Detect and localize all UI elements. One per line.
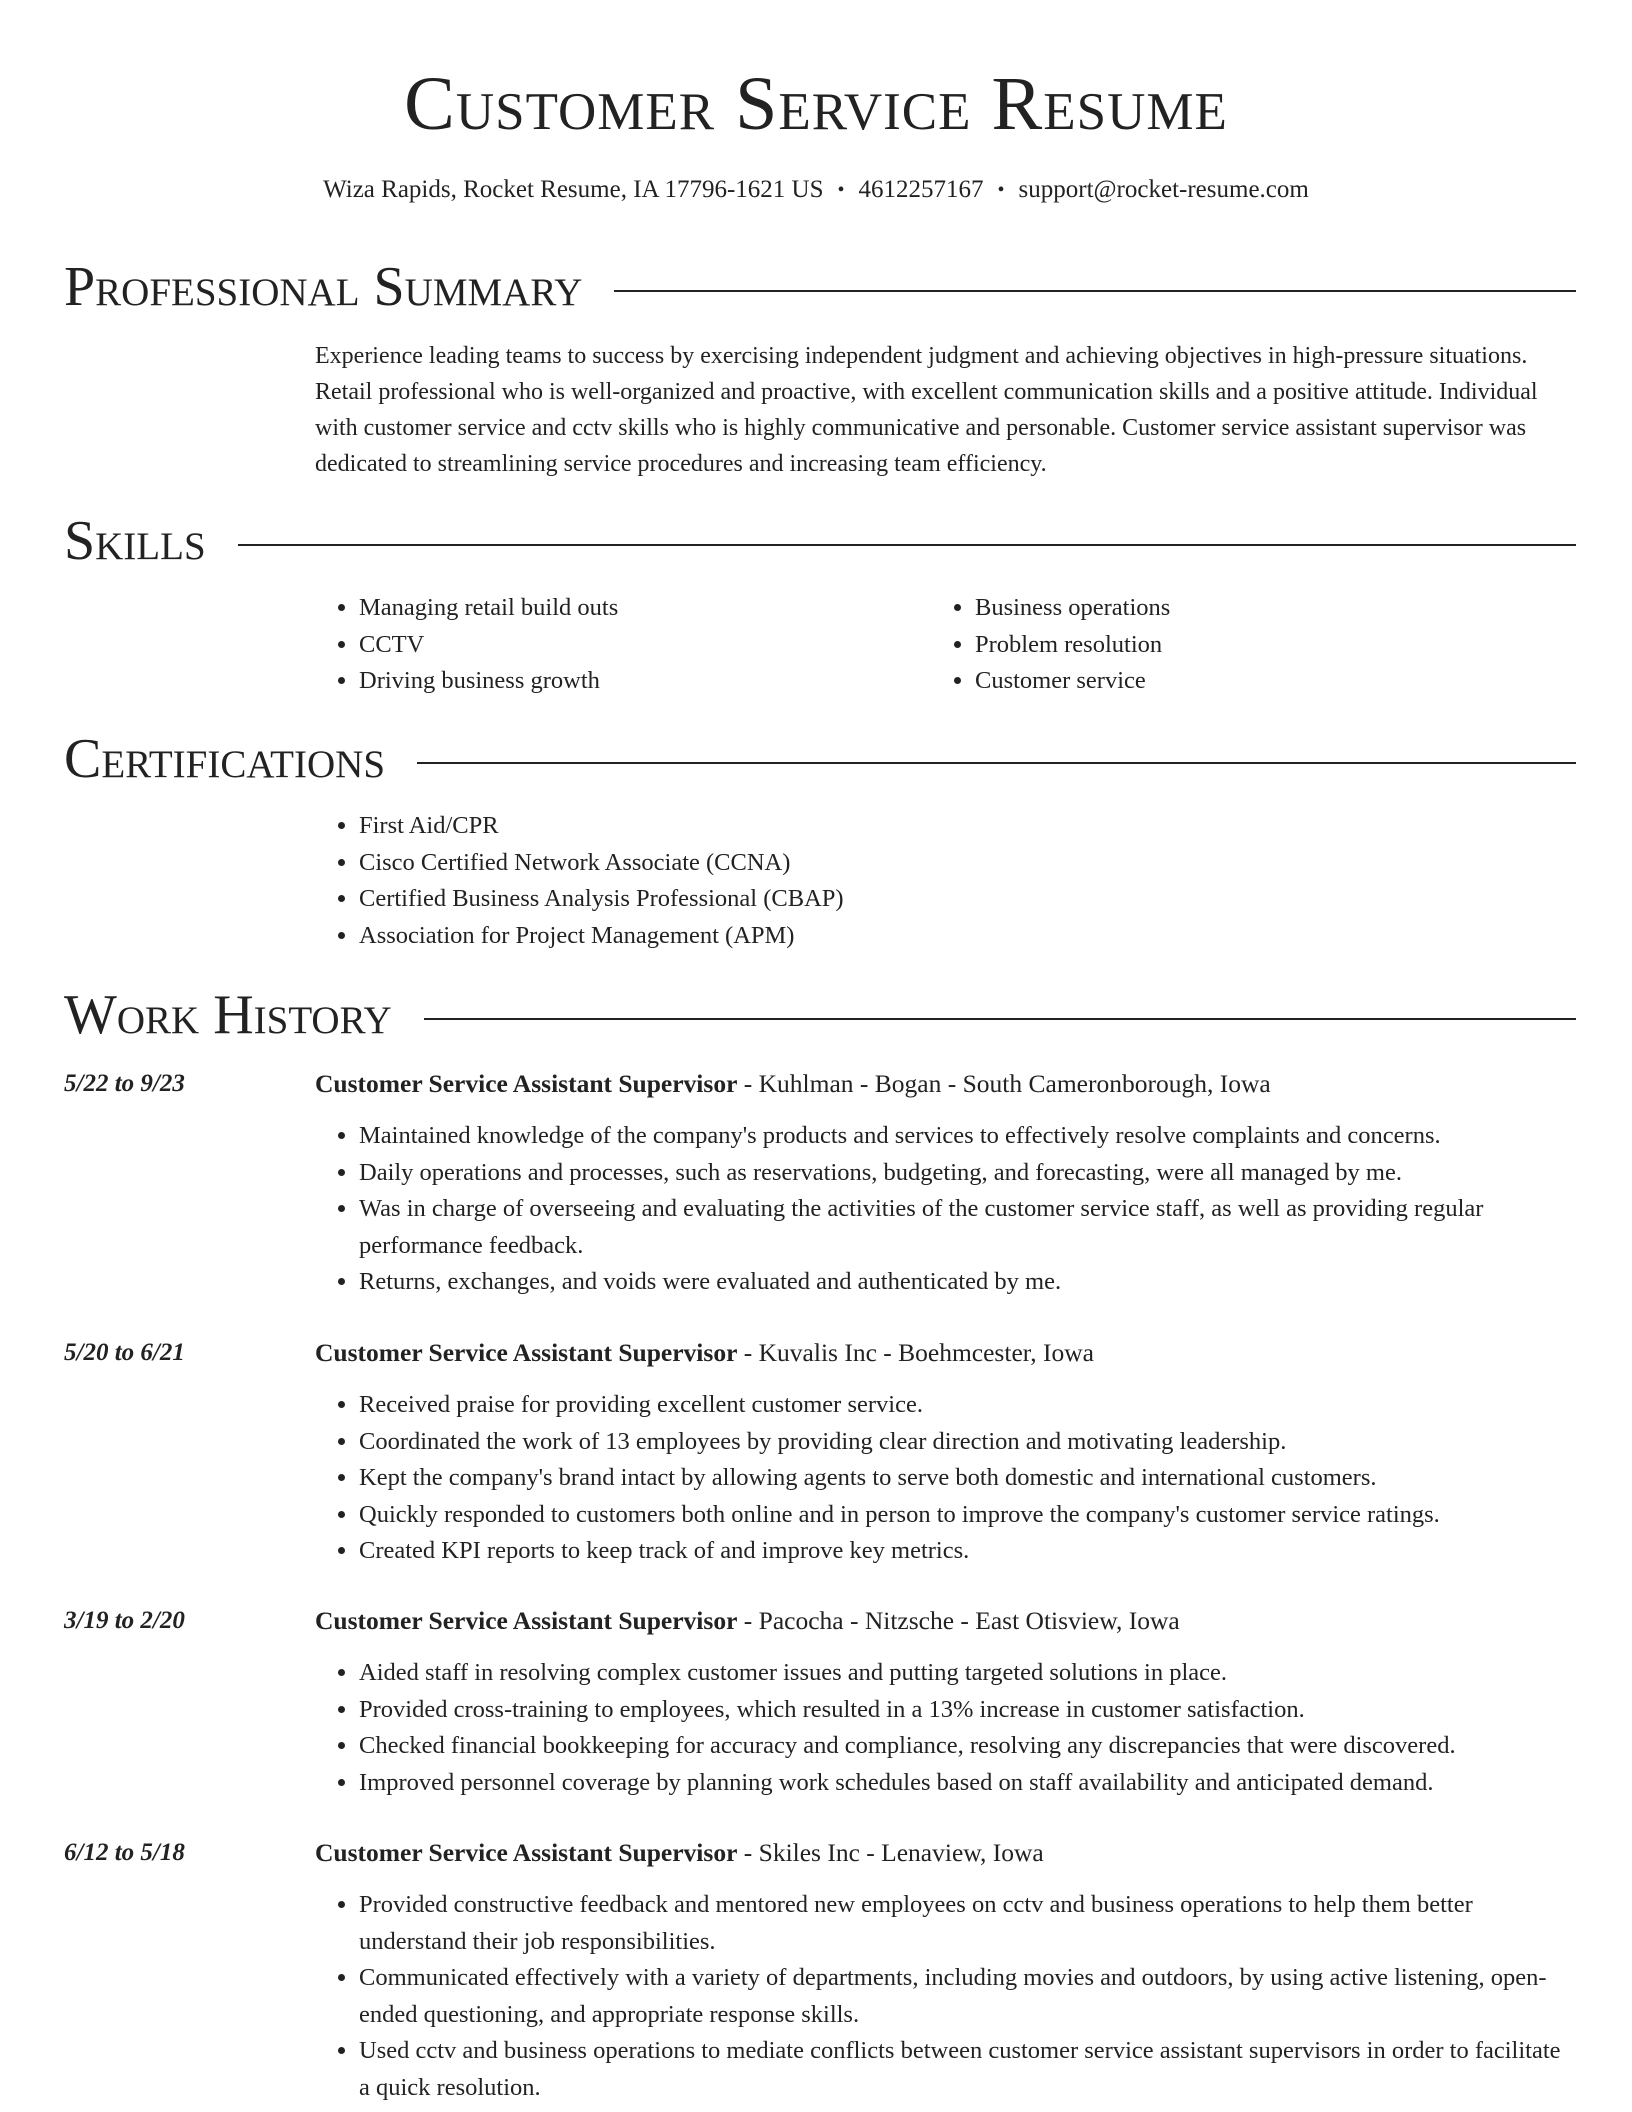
certification-item: • Association for Project Management (APM)	[359, 918, 1315, 955]
work-history-heading: Work History	[64, 984, 392, 1046]
summary-text: Experience leading teams to success by exercising independent judgment and achieving objectives in high-pressure situations. Retail professional who is well-organized and proactive, with excellent communication skills and a positive attitude. Individual with customer service and cctv skills who is highly communicative and personable. Customer service assistant supervisor was dedicated to streamlining service procedures and increasing team efficiency.	[315, 343, 1538, 477]
section-divider	[417, 762, 1576, 764]
duty-item: • Created KPI reports to keep track of and improve key metrics.	[359, 1533, 1565, 1570]
duty-item: • Was in charge of overseeing and evaluating the activities of the customer service staff, as well as providing regular performance feedback.	[359, 1191, 1565, 1264]
summary-section-header	[64, 252, 1576, 322]
contact-separator: •	[997, 179, 1005, 201]
duty-item: • Improved personnel coverage by planning work schedules based on staff availability and anticipated demand.	[359, 1765, 1565, 1802]
duty-item: • Maintained knowledge of the company's products and services to effectively resolve complaints and concerns.	[359, 1118, 1565, 1155]
work-history-section-header	[64, 980, 1576, 1050]
duty-item: • Aided staff in resolving complex customer issues and putting targeted solutions in place.	[359, 1655, 1565, 1692]
certifications-heading: Certifications	[64, 728, 386, 790]
skills-right-column	[931, 590, 1491, 700]
job-duties	[315, 1655, 1565, 1801]
job-employer: - Kuvalis Inc - Boehmcester, Iowa	[737, 1338, 1094, 1367]
contact-line	[0, 172, 1632, 208]
job-employer: - Pacocha - Nitzsche - East Otisview, Iowa	[737, 1606, 1180, 1635]
certifications-section-header	[64, 724, 1576, 794]
job-title: Customer Service Assistant Supervisor	[315, 1838, 738, 1867]
duty-item: • Quickly responded to customers both online and in person to improve the company's customer service ratings.	[359, 1497, 1565, 1534]
job-title-line	[315, 1066, 1271, 1102]
skill-item: • Managing retail build outs	[359, 590, 875, 627]
duty-item: • Provided constructive feedback and mentored new employees on cctv and business operations to help them better understand their job responsibilities.	[359, 1887, 1565, 1960]
skill-item: • Problem resolution	[975, 627, 1491, 664]
job-dates: 3/19 to 2/20	[64, 1607, 185, 1634]
certifications-list	[315, 808, 1315, 954]
job-employer: - Skiles Inc - Lenaview, Iowa	[737, 1838, 1044, 1867]
job-dates: 5/20 to 6/21	[64, 1339, 185, 1366]
skill-item: • Driving business growth	[359, 663, 875, 700]
contact-address: Wiza Rapids, Rocket Resume, IA 17796-1621 US	[323, 176, 824, 203]
job-duties	[315, 1118, 1565, 1301]
duty-item: • Communicated effectively with a variety of departments, including movies and outdoors, by using active listening, open-ended questioning, and appropriate response skills.	[359, 1960, 1565, 2033]
job-duties	[315, 1387, 1565, 1570]
contact-phone: 4612257167	[858, 176, 984, 203]
resume-title: Customer Service Resume	[404, 62, 1228, 146]
job-dates: 6/12 to 5/18	[64, 1839, 185, 1866]
section-divider	[424, 1018, 1576, 1020]
skills-left-column	[315, 590, 875, 700]
job-title: Customer Service Assistant Supervisor	[315, 1069, 738, 1098]
job-title: Customer Service Assistant Supervisor	[315, 1338, 738, 1367]
skills-heading: Skills	[64, 510, 206, 572]
job-employer: - Kuhlman - Bogan - South Cameronborough, Iowa	[737, 1069, 1271, 1098]
duty-item: • Daily operations and processes, such as reservations, budgeting, and forecasting, were all managed by me.	[359, 1155, 1565, 1192]
duty-item: • Provided cross-training to employees, which resulted in a 13% increase in customer satisfaction.	[359, 1692, 1565, 1729]
certification-item: • Cisco Certified Network Associate (CCNA)	[359, 845, 1315, 882]
duty-item: • Returns, exchanges, and voids were evaluated and authenticated by me.	[359, 1264, 1565, 1301]
job-title-line	[315, 1835, 1044, 1871]
job-dates: 5/22 to 9/23	[64, 1070, 185, 1097]
skill-item: • Business operations	[975, 590, 1491, 627]
section-divider	[238, 544, 1576, 546]
section-divider	[614, 290, 1576, 292]
skill-item: • Customer service	[975, 663, 1491, 700]
certification-item: • Certified Business Analysis Professional (CBAP)	[359, 881, 1315, 918]
duty-item: • Checked financial bookkeeping for accuracy and compliance, resolving any discrepancies that were discovered.	[359, 1728, 1565, 1765]
contact-separator: •	[837, 179, 845, 201]
skill-item: • CCTV	[359, 627, 875, 664]
duty-item: • Used cctv and business operations to mediate conflicts between customer service assistant supervisors in order to facilitate a quick resolution.	[359, 2033, 1565, 2106]
skills-section-header	[64, 506, 1576, 576]
duty-item: • Coordinated the work of 13 employees by providing clear direction and motivating leadership.	[359, 1424, 1565, 1461]
duty-item: • Received praise for providing excellent customer service.	[359, 1387, 1565, 1424]
certification-item: • First Aid/CPR	[359, 808, 1315, 845]
duty-item: • Kept the company's brand intact by allowing agents to serve both domestic and international customers.	[359, 1460, 1565, 1497]
job-title-line	[315, 1335, 1094, 1371]
summary-heading: Professional Summary	[64, 256, 583, 318]
job-title-line	[315, 1603, 1180, 1639]
contact-email: support@rocket-resume.com	[1018, 176, 1309, 203]
job-duties	[315, 1887, 1565, 2106]
job-title: Customer Service Assistant Supervisor	[315, 1606, 738, 1635]
